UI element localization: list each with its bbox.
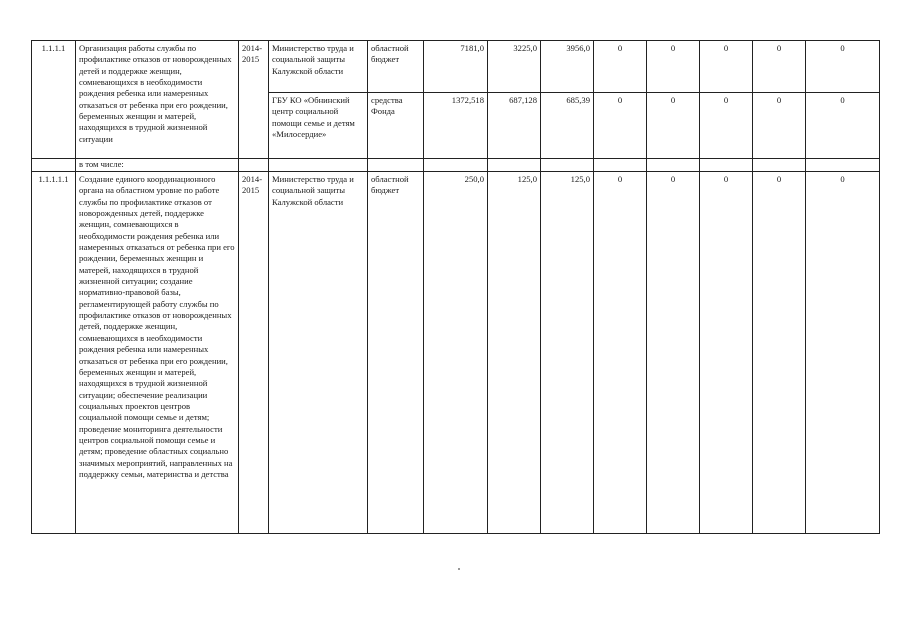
amount-col: 0	[594, 41, 647, 93]
including-label: в том числе:	[76, 159, 239, 172]
item-code: 1.1.1.1.1	[32, 172, 76, 534]
scan-speck	[458, 568, 460, 570]
total-amount: 250,0	[424, 172, 488, 534]
amount-col: 0	[753, 93, 806, 159]
amount-col: 0	[647, 93, 700, 159]
funding-source: областной бюджет	[368, 172, 424, 534]
amount-2014: 687,128	[488, 93, 541, 159]
table-row	[32, 159, 880, 172]
amount-col: 0	[806, 172, 880, 534]
amount-col: 0	[806, 41, 880, 93]
program-table	[31, 40, 880, 534]
amount-2015: 125,0	[541, 172, 594, 534]
amount-col: 0	[753, 172, 806, 534]
item-code: 1.1.1.1	[32, 41, 76, 159]
amount-col: 0	[700, 41, 753, 93]
executor: Министерство труда и социальной защиты Калужской области	[269, 172, 368, 534]
item-years: 2014-2015	[239, 41, 269, 159]
item-name: Создание единого координационного органа на областном уровне по работе службы по профилактике отказов от новорожденных детей, поддержке женщин, сомневающихся в необходимости рождения ребенка или намеренных отказаться от ребенка при его рождении, беременных женщин и матерей, находящихся в трудной жизненной ситуации; создание нормативно-правовой базы, регламентирующей работу службы по профилактике отказов от новорожденных детей, поддержке женщин, сомневающихся в необходимости рождения ребенка или намеренных отказаться от ребенка при его рождении, беременных женщин и матерей, находящихся в трудной жизненной ситуации; обеспечение реализации социальных проектов центров социальной помощи семье и детям; проведение мониторинга деятельности центров социальной помощи семье и детям; проведение областных социально значимых мероприятий, направленных на поддержку семьи, материнства и детства	[76, 172, 239, 534]
total-amount: 7181,0	[424, 41, 488, 93]
amount-2014: 3225,0	[488, 41, 541, 93]
executor: Министерство труда и социальной защиты Калужской области	[269, 41, 368, 93]
amount-col: 0	[806, 93, 880, 159]
amount-col: 0	[594, 93, 647, 159]
executor: ГБУ КО «Обнинский центр социальной помощи семье и детям «Милосердие»	[269, 93, 368, 159]
amount-col: 0	[647, 41, 700, 93]
amount-col: 0	[594, 172, 647, 534]
item-years: 2014-2015	[239, 172, 269, 534]
funding-source: средства Фонда	[368, 93, 424, 159]
amount-2015: 685,39	[541, 93, 594, 159]
funding-source: областной бюджет	[368, 41, 424, 93]
table-row	[32, 172, 880, 534]
amount-col: 0	[647, 172, 700, 534]
amount-col: 0	[700, 93, 753, 159]
amount-2015: 3956,0	[541, 41, 594, 93]
item-name: Организация работы службы по профилактике отказов от новорожденных детей и поддержке женщин, сомневающихся в необходимости рождения ребенка или намеренных отказаться от ребенка при его рождении, беременных женщин и матерей, находящихся в трудной жизненной ситуации	[76, 41, 239, 159]
amount-col: 0	[700, 172, 753, 534]
total-amount: 1372,518	[424, 93, 488, 159]
amount-2014: 125,0	[488, 172, 541, 534]
amount-col: 0	[753, 41, 806, 93]
table-row	[32, 41, 880, 93]
